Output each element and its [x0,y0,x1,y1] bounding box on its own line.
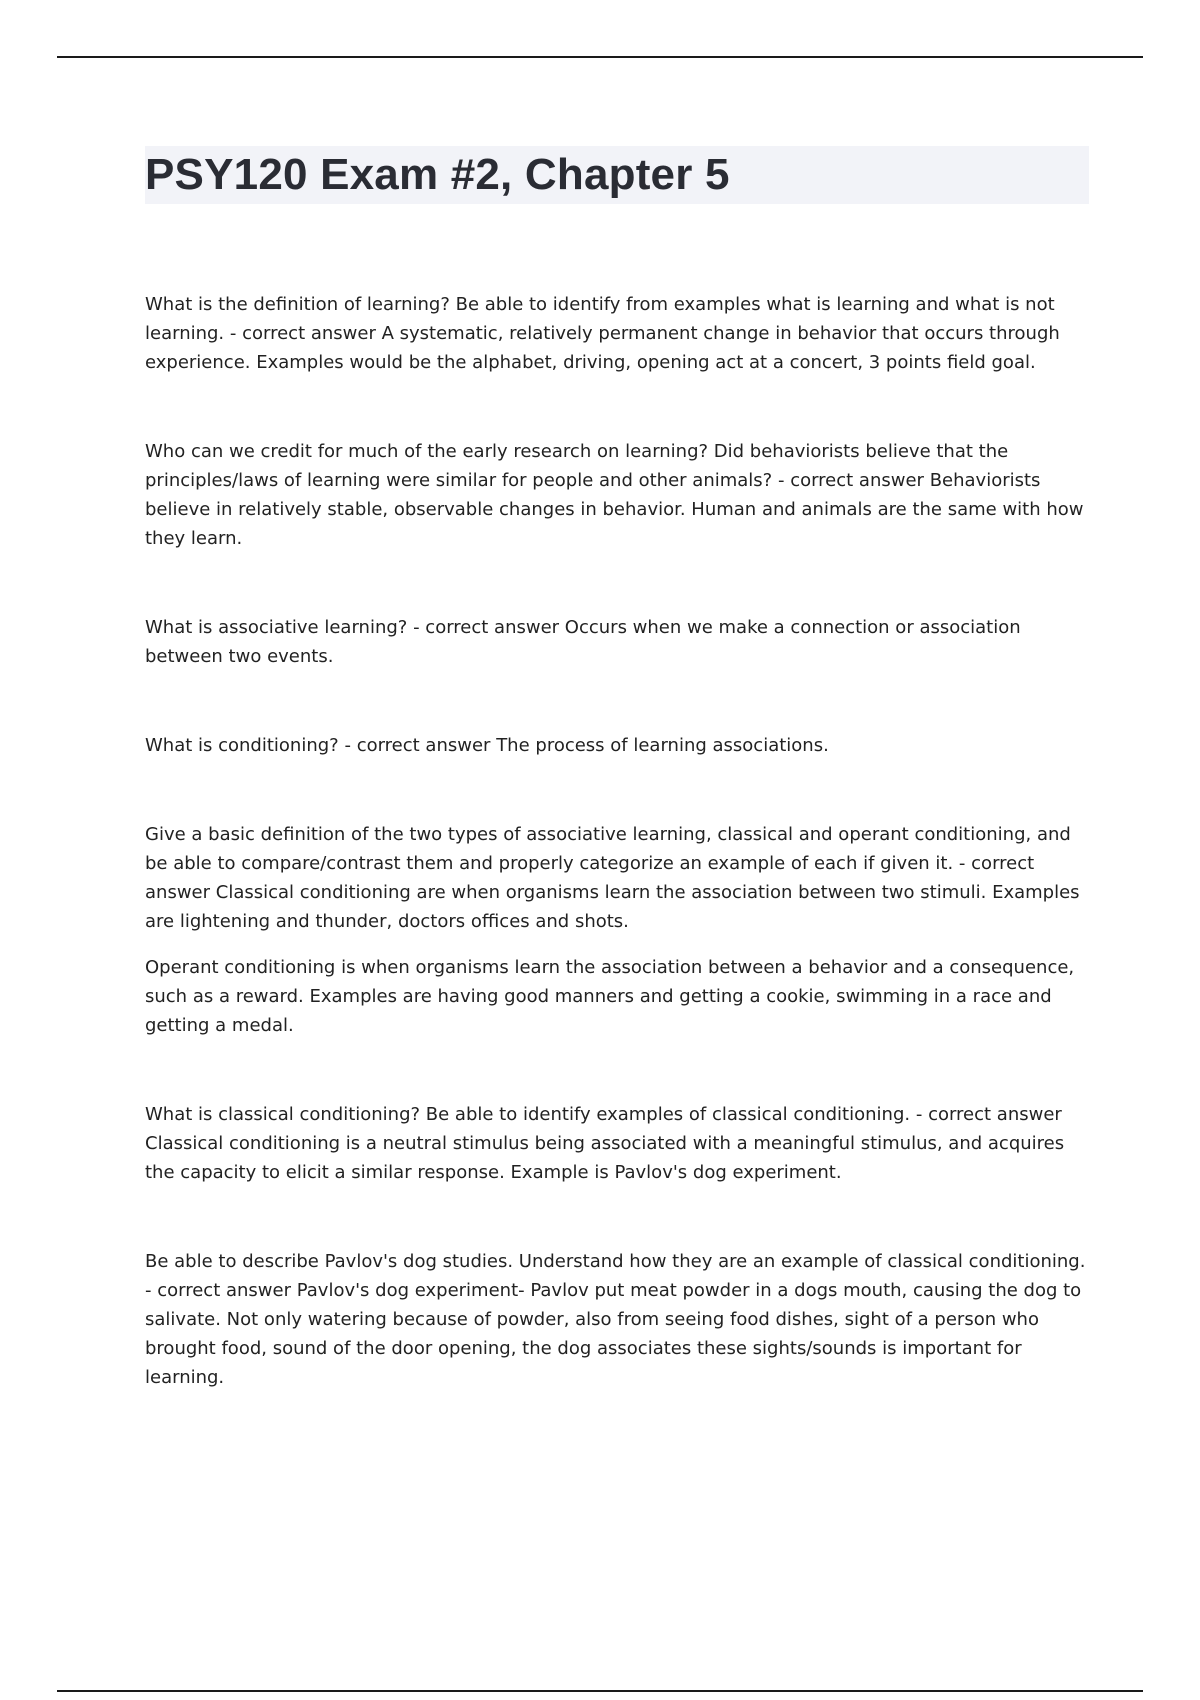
question-text: What is associative learning? [145,617,408,638]
qa-entry-6 [145,1100,1090,1187]
qa-entry-2 [145,437,1090,553]
answer-label: correct answer [790,470,924,491]
separator: - [224,323,243,344]
question-text: What is the definition of learning? Be able to identify from examples what is learning and what is not learning. [145,294,1055,344]
qa-entry-5 [145,820,1090,936]
answer-text: Behaviorists believe in relatively stable, observable changes in behavior. Human and animals are the same with how they learn. [145,470,1084,549]
answer-text: Classical conditioning is a neutral stimulus being associated with a meaningful stimulus, and acquires the capacity to elicit a similar response. Example is Pavlov's dog experiment. [145,1133,1065,1183]
qa-entry-7 [145,1247,1090,1392]
answer-text: Classical conditioning are when organisms learn the association between two stimuli. Examples are lightening and thunder, doctors offices and shots. [145,882,1080,932]
separator: - [953,853,972,874]
question-text: Be able to describe Pavlov's dog studies. Understand how they are an example of classical conditioning. [145,1251,1086,1272]
question-text: What is conditioning? [145,735,339,756]
separator: - [407,617,426,638]
answer-label: correct answer [356,735,491,756]
page-title: PSY120 Exam #2, Chapter 5 [145,150,730,199]
qa-entry-4 [145,731,1090,760]
answer-text: Occurs when we make a connection or association between two events. [145,617,1021,667]
separator: - [772,470,791,491]
answer-label: correct answer [928,1104,1062,1125]
question-text: Give a basic definition of the two types of associative learning, classical and operant conditioning, and be able to compare/contrast them and properly categorize an example of each if given it. [145,824,1071,874]
answer-label: correct answer [157,1280,291,1301]
qa-entry-1 [145,290,1090,377]
bottom-divider [57,1690,1143,1692]
answer-text: Pavlov's dog experiment- Pavlov put meat powder in a dogs mouth, causing the dog to salivate. Not only watering because of powder, also from seeing food dishes, sight of a person who brought food, sound of the door opening, the dog associates these sights/sounds is important for learning. [145,1280,1082,1388]
separator: - [145,1280,158,1301]
answer-text: The process of learning associations. [496,735,829,756]
separator: - [338,735,357,756]
answer-label: correct answer [145,853,1035,903]
qa-entry-3 [145,613,1090,671]
top-divider [57,56,1143,58]
document-body [145,290,1090,1392]
answer-label: correct answer [242,323,376,344]
answer-text: A systematic, relatively permanent change in behavior that occurs through experience. Examples would be the alphabet, driving, opening act at a concert, 3 points field goal. [145,323,1060,373]
question-text: Who can we credit for much of the early research on learning? Did behaviorists believe that the principles/laws of learning were similar for people and other animals? [145,441,1009,491]
question-text: What is classical conditioning? Be able to identify examples of classical conditioning. [145,1104,911,1125]
separator: - [910,1104,929,1125]
answer-continuation: Operant conditioning is when organisms learn the association between a behavior and a consequence, such as a reward. Examples are having good manners and getting a cookie, swimming in a race and getting a medal. [145,957,1075,1036]
answer-label: correct answer [425,617,560,638]
